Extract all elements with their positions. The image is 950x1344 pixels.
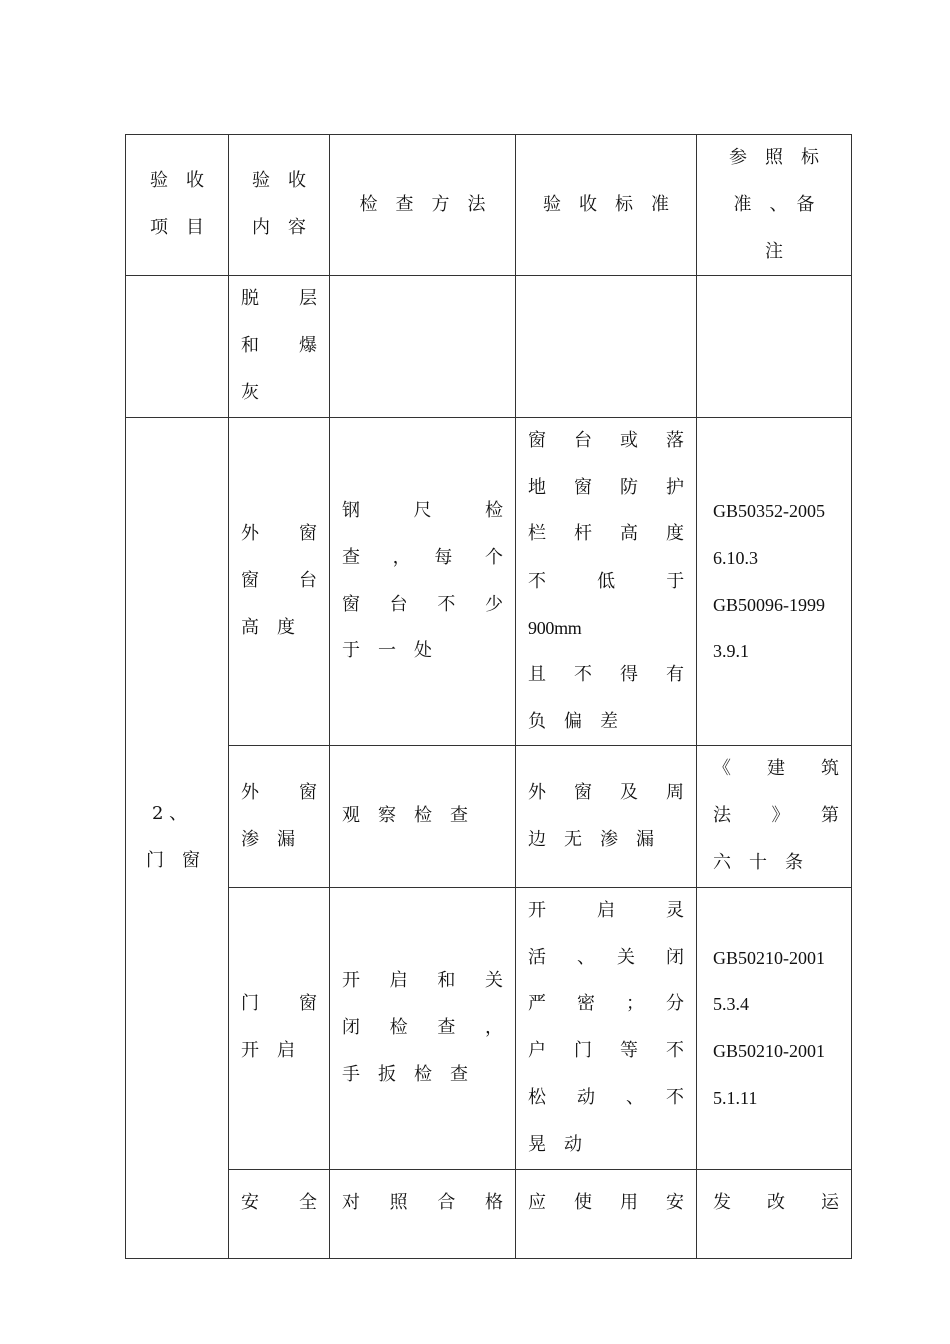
row1-method <box>330 417 516 746</box>
row3-reference <box>697 887 852 1169</box>
row4-content <box>229 1169 330 1258</box>
row4-reference <box>697 1169 852 1258</box>
row3-standard <box>516 887 697 1169</box>
table-row <box>126 887 852 1169</box>
header-item <box>126 135 229 276</box>
row2-reference-line-1: 《 建 筑 <box>713 758 839 780</box>
header-content-line-1: 验 收 <box>252 170 306 192</box>
row2-method <box>330 746 516 887</box>
row2-content-line-2: 渗 漏 <box>241 828 295 850</box>
row1-method-line-3: 窗 台 不 少 <box>342 593 503 615</box>
row1-reference-line-1: GB50352-2005 <box>713 500 825 521</box>
row3-reference-line-1: GB50210-2001 <box>713 947 825 968</box>
row3-reference-line-4: 5.1.11 <box>713 1088 758 1109</box>
continuation-method <box>330 276 516 417</box>
row4-content-line-1: 安 全 <box>241 1191 317 1213</box>
row2-method-line-1: 观 察 检 查 <box>342 805 468 827</box>
header-method: 检 查 方 法 <box>330 135 516 276</box>
row2-reference-line-2: 法 》 第 <box>713 805 839 827</box>
row2-content-line-1: 外 窗 <box>241 781 317 803</box>
row1-standard-line-2: 地 窗 防 护 <box>528 476 684 498</box>
continuation-standard <box>516 276 697 417</box>
row3-method <box>330 887 516 1169</box>
row1-content-line-1: 外 窗 <box>241 523 317 545</box>
row2-reference <box>697 746 852 887</box>
row3-standard-line-3: 严 密 ； 分 <box>528 993 684 1015</box>
row1-standard-line-5: 且 不 得 有 <box>528 663 684 685</box>
row3-method-line-3: 手 扳 检 查 <box>342 1063 468 1085</box>
category-cell <box>126 417 229 1258</box>
row1-standard-line-4: 不 低 于 900mm <box>528 571 702 638</box>
continuation-row <box>126 276 852 417</box>
row1-content-line-3: 高 度 <box>241 616 295 638</box>
continuation-item <box>126 276 229 417</box>
row1-standard-line-3: 栏 杆 高 度 <box>528 523 684 545</box>
continuation-content-line-3: 灰 <box>241 381 259 403</box>
header-reference-line-2: 准 、 备 <box>733 193 815 215</box>
row1-standard <box>516 417 702 746</box>
acceptance-table <box>125 134 852 1259</box>
row4-method-line-1: 对 照 合 格 <box>342 1191 503 1213</box>
row2-standard-line-2: 边 无 渗 漏 <box>528 828 654 850</box>
table-row <box>126 417 852 746</box>
row2-standard <box>516 746 697 887</box>
table-row <box>126 746 852 887</box>
row1-reference-line-3: GB50096-1999 <box>713 594 825 615</box>
row4-method <box>330 1169 516 1258</box>
table-row <box>126 1169 852 1258</box>
header-row <box>126 135 852 276</box>
row3-standard-line-1: 开 启 灵 <box>528 899 684 921</box>
row4-standard <box>516 1169 697 1258</box>
continuation-content-line-2: 和 爆 <box>241 335 317 357</box>
row1-method-line-1: 钢 尺 检 <box>342 499 503 521</box>
row3-content <box>229 887 330 1169</box>
row3-reference-line-3: GB50210-2001 <box>713 1041 825 1062</box>
row1-reference-line-4: 3.9.1 <box>713 641 749 662</box>
category-line-2: 门 窗 <box>146 849 200 871</box>
row3-standard-line-4: 户 门 等 不 <box>528 1040 684 1062</box>
row3-standard-line-6: 晃 动 <box>528 1133 582 1155</box>
row3-standard-line-5: 松 动 、 不 <box>528 1087 684 1109</box>
row3-reference-line-2: 5.3.4 <box>713 994 749 1015</box>
header-content <box>229 135 330 276</box>
continuation-reference <box>697 276 852 417</box>
row1-content <box>229 417 330 746</box>
row3-standard-line-2: 活 、 关 闭 <box>528 946 684 968</box>
continuation-content-line-1: 脱 层 <box>241 288 317 310</box>
row3-content-line-1: 门 窗 <box>241 993 317 1015</box>
row4-reference-line-1: 发 改 运 <box>713 1191 839 1213</box>
header-reference-line-1: 参 照 标 <box>729 147 819 168</box>
header-reference-line-3: 注 <box>765 240 783 262</box>
row1-method-line-4: 于 一 处 <box>342 640 432 662</box>
row1-reference <box>697 417 852 746</box>
header-item-line-1: 验 收 <box>150 170 204 192</box>
row3-content-line-2: 开 启 <box>241 1040 295 1062</box>
category-line-1: 2 、 <box>152 802 188 824</box>
row2-reference-line-3: 六 十 条 <box>713 851 803 873</box>
row1-standard-line-6: 负 偏 差 <box>528 710 618 732</box>
row2-content <box>229 746 330 887</box>
header-standard: 验 收 标 准 <box>516 135 697 276</box>
row2-standard-line-1: 外 窗 及 周 <box>528 781 684 803</box>
row1-content-line-2: 窗 台 <box>241 570 317 592</box>
header-content-line-2: 内 容 <box>252 217 306 239</box>
row3-method-line-2: 闭 检 查 ， <box>342 1016 503 1038</box>
header-item-line-2: 项 目 <box>150 217 204 239</box>
row1-reference-line-2: 6.10.3 <box>713 547 758 568</box>
continuation-content <box>229 276 330 417</box>
row1-method-line-2: 查 ， 每 个 <box>342 546 503 568</box>
row3-method-line-1: 开 启 和 关 <box>342 970 503 992</box>
row4-standard-line-1: 应 使 用 安 <box>528 1191 684 1213</box>
row1-standard-line-1: 窗 台 或 落 <box>528 429 684 451</box>
header-reference <box>697 135 852 276</box>
